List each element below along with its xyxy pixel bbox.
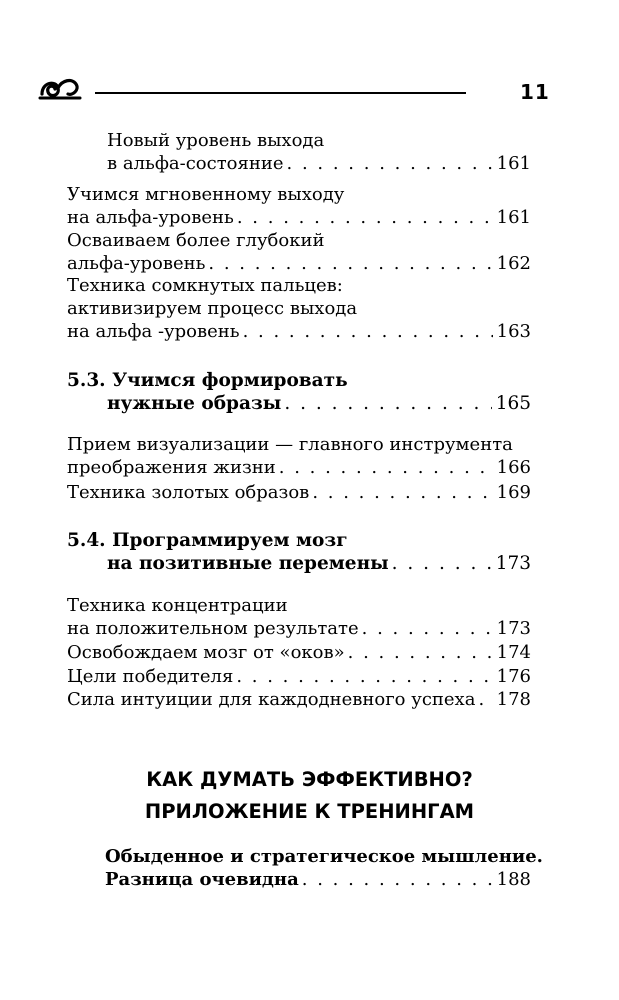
toc-page-number: 173 [495,553,531,574]
dot-leader [362,617,493,640]
toc-entry-line: Техника концентрации [67,595,288,616]
dot-leader [279,456,493,479]
toc-entry [67,229,531,275]
toc-page-number: 163 [496,321,531,342]
appendix-heading-line: КАК ДУМАТЬ ЭФФЕКТИВНО? [146,768,473,791]
toc-entry-line: Сила интуиции для каждодневного успеха [67,689,476,710]
toc-entry [67,274,531,343]
toc-entry-line: Освобождаем мозг от «оков» [67,642,345,663]
toc-page-number: 161 [496,207,531,228]
toc-section [67,529,531,575]
dot-leader [312,481,492,504]
toc-entry-line: Техника сомкнутых пальцев: [67,275,343,296]
toc-entry [67,688,531,711]
toc-entry-line: Учимся мгновенному выходу [67,184,345,205]
appendix-heading-line: ПРИЛОЖЕНИЕ К ТРЕНИНГАМ [144,800,475,823]
toc-entry-line: в альфа-состояние [107,153,284,174]
toc-page-number: 166 [496,457,531,478]
dot-leader [243,320,493,343]
toc-entry [67,665,531,688]
dot-leader [208,252,492,275]
toc-entry [67,481,531,504]
appendix-entry-line: Разница очевидна [105,869,299,890]
toc-entry-line: Прием визуализации — главного инструмента [67,434,513,455]
page-header [0,0,619,110]
toc-entry-line: альфа-уровень [67,253,206,274]
toc-entry [67,433,531,479]
toc-section-title: на позитивные перемены [107,553,389,574]
toc-page-number: 162 [496,253,531,274]
dot-leader [236,665,492,688]
toc-page-number: 161 [496,153,531,174]
toc-page-number: 169 [496,482,531,503]
toc-entry [67,641,531,664]
toc-entry-line: Техника золотых образов [67,482,310,503]
toc-page-number: 174 [496,642,531,663]
toc-entry [67,183,531,229]
toc-entry-line: на положительном результате [67,618,359,639]
dot-leader [287,152,493,175]
toc-entry-line: преображения жизни [67,457,276,478]
toc-section-title: 5.4. Программируем мозг [67,530,348,551]
toc-section-title: 5.3. Учимся формировать [67,370,348,391]
page-number: 11 [520,80,550,104]
ornament-logo-icon [38,74,82,102]
toc-section [67,369,531,415]
dot-leader [237,206,493,229]
toc-entry-line: на альфа -уровень [67,321,240,342]
appendix-entry [105,845,543,891]
dot-leader [348,641,493,664]
toc-entry-line: Осваиваем более глубокий [67,230,325,251]
toc-page-number: 165 [495,393,531,414]
toc-page-number: 176 [496,666,531,687]
header-rule [95,92,466,94]
dot-leader [392,552,492,575]
dot-leader [478,688,492,711]
toc-entry-line: Новый уровень выхода [107,130,325,151]
toc-entry [107,129,531,175]
toc-page-number: 173 [496,618,531,639]
toc-page-number: 178 [496,689,531,710]
toc-entry-line: на альфа-уровень [67,207,234,228]
dot-leader [302,868,493,891]
toc-page-number: 188 [496,869,531,890]
dot-leader [284,392,491,415]
appendix-entry-line: Обыденное и стратегическое мышление. [105,846,543,867]
toc-entry [67,594,531,640]
toc-section-title: нужные образы [107,393,282,414]
appendix-heading [0,764,619,828]
toc-entry-line: Цели победителя [67,666,234,687]
toc-entry-line: активизируем процесс выхода [67,298,358,319]
